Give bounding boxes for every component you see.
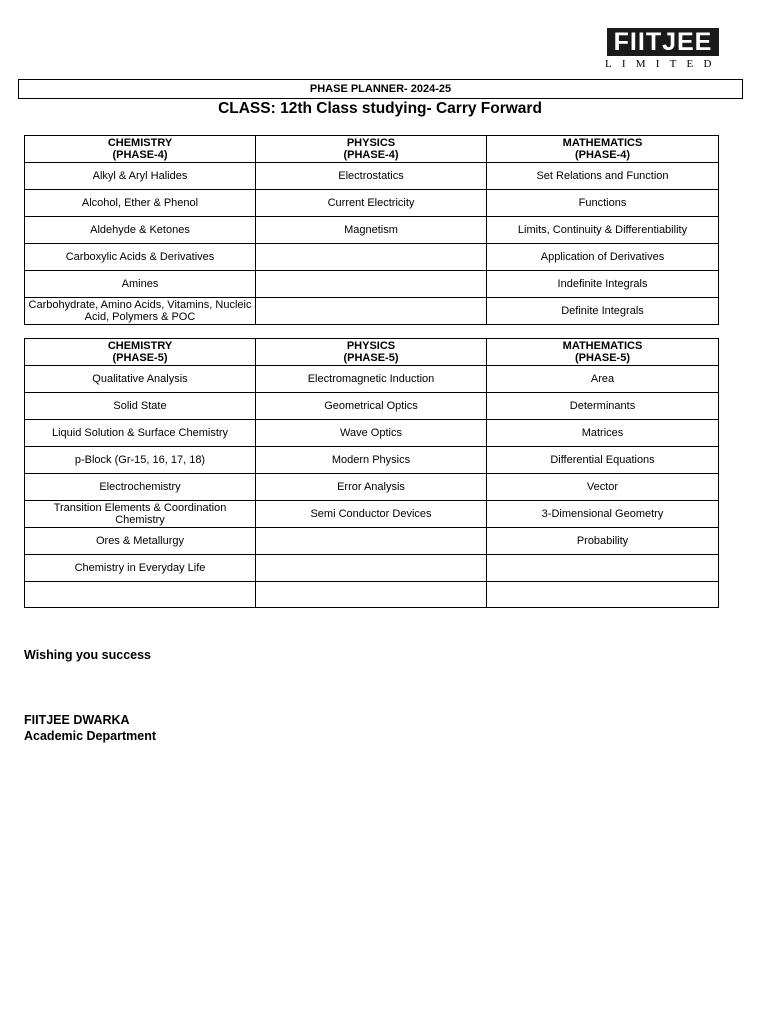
header-chemistry: CHEMISTRY (PHASE-5) <box>25 339 256 366</box>
chemistry-topic: p-Block (Gr-15, 16, 17, 18) <box>25 447 256 474</box>
wishing-text: Wishing you success <box>24 648 152 662</box>
chemistry-topic <box>25 582 256 608</box>
chemistry-topic: Liquid Solution & Surface Chemistry <box>25 420 256 447</box>
header-physics: PHYSICS (PHASE-5) <box>256 339 487 366</box>
phase-planner-title: PHASE PLANNER- 2024-25 <box>18 79 743 99</box>
physics-topic <box>256 298 487 325</box>
header-mathematics: MATHEMATICS (PHASE-4) <box>487 136 719 163</box>
mathematics-topic <box>487 582 719 608</box>
chemistry-topic: Carboxylic Acids & Derivatives <box>25 244 256 271</box>
table-row <box>25 190 719 217</box>
mathematics-topic: Determinants <box>487 393 719 420</box>
chemistry-topic: Amines <box>25 271 256 298</box>
mathematics-topic: Indefinite Integrals <box>487 271 719 298</box>
table-row <box>25 555 719 582</box>
logo-wordmark: FIITJEE <box>607 28 719 56</box>
table-row <box>25 447 719 474</box>
org-name: FIITJEE DWARKA <box>24 713 130 727</box>
mathematics-topic <box>487 555 719 582</box>
header-chemistry: CHEMISTRY (PHASE-4) <box>25 136 256 163</box>
mathematics-topic: Functions <box>487 190 719 217</box>
physics-topic <box>256 244 487 271</box>
phase-5-table <box>24 338 719 608</box>
chemistry-topic: Carbohydrate, Amino Acids, Vitamins, Nucleic Acid, Polymers & POC <box>25 298 256 325</box>
physics-topic: Electrostatics <box>256 163 487 190</box>
physics-topic: Modern Physics <box>256 447 487 474</box>
mathematics-topic: Set Relations and Function <box>487 163 719 190</box>
fiitjee-logo <box>605 28 721 70</box>
chemistry-topic: Alcohol, Ether & Phenol <box>25 190 256 217</box>
header-mathematics: MATHEMATICS (PHASE-5) <box>487 339 719 366</box>
table-row <box>25 501 719 528</box>
table-row <box>25 393 719 420</box>
chemistry-topic: Transition Elements & Coordination Chemistry <box>25 501 256 528</box>
physics-topic <box>256 582 487 608</box>
table-row <box>25 582 719 608</box>
table-row <box>25 366 719 393</box>
chemistry-topic: Ores & Metallurgy <box>25 528 256 555</box>
phase-4-table <box>24 135 719 325</box>
table-row <box>25 298 719 325</box>
mathematics-topic: Definite Integrals <box>487 298 719 325</box>
mathematics-topic: Application of Derivatives <box>487 244 719 271</box>
mathematics-topic: 3-Dimensional Geometry <box>487 501 719 528</box>
mathematics-topic: Area <box>487 366 719 393</box>
table-row <box>25 420 719 447</box>
table-header-row <box>25 136 719 163</box>
physics-topic: Semi Conductor Devices <box>256 501 487 528</box>
chemistry-topic: Electrochemistry <box>25 474 256 501</box>
chemistry-topic: Aldehyde & Ketones <box>25 217 256 244</box>
header-physics: PHYSICS (PHASE-4) <box>256 136 487 163</box>
class-title: CLASS: 12th Class studying- Carry Forward <box>218 100 542 117</box>
physics-topic: Electromagnetic Induction <box>256 366 487 393</box>
chemistry-topic: Solid State <box>25 393 256 420</box>
physics-topic: Geometrical Optics <box>256 393 487 420</box>
mathematics-topic: Vector <box>487 474 719 501</box>
physics-topic <box>256 528 487 555</box>
table-row <box>25 528 719 555</box>
chemistry-topic: Alkyl & Aryl Halides <box>25 163 256 190</box>
chemistry-topic: Qualitative Analysis <box>25 366 256 393</box>
table-row <box>25 163 719 190</box>
physics-topic: Wave Optics <box>256 420 487 447</box>
chemistry-topic: Chemistry in Everyday Life <box>25 555 256 582</box>
department-name: Academic Department <box>24 729 156 743</box>
logo-subtitle: LIMITED <box>605 58 722 70</box>
table-header-row <box>25 339 719 366</box>
table-row <box>25 244 719 271</box>
physics-topic <box>256 271 487 298</box>
physics-topic: Error Analysis <box>256 474 487 501</box>
table-row <box>25 271 719 298</box>
table-row <box>25 474 719 501</box>
mathematics-topic: Limits, Continuity & Differentiability <box>487 217 719 244</box>
mathematics-topic: Differential Equations <box>487 447 719 474</box>
physics-topic <box>256 555 487 582</box>
physics-topic: Magnetism <box>256 217 487 244</box>
mathematics-topic: Matrices <box>487 420 719 447</box>
table-row <box>25 217 719 244</box>
mathematics-topic: Probability <box>487 528 719 555</box>
physics-topic: Current Electricity <box>256 190 487 217</box>
